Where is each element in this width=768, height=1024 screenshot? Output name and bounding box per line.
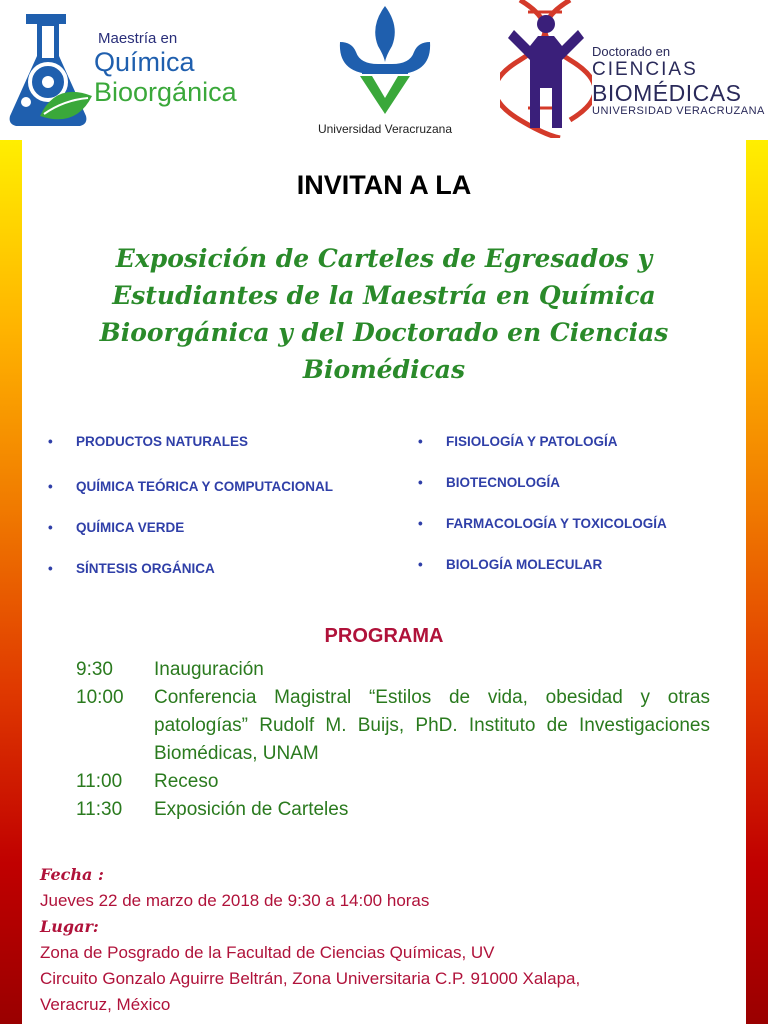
event-details [40, 862, 720, 1018]
date-value: Jueves 22 de marzo de 2018 de 9:30 a 14:00 horas [40, 891, 430, 910]
dcb-logo [500, 0, 768, 138]
uv-name: Universidad Veracruzana [317, 122, 453, 136]
bullet-icon: • [48, 520, 53, 535]
program-title: PROGRAMA [324, 625, 444, 647]
topic-item [418, 434, 618, 449]
left-gradient-border [0, 135, 22, 1024]
dcb-line2: CIENCIAS [592, 59, 698, 80]
mqb-line2: Química [94, 47, 195, 77]
topic-item [418, 475, 560, 490]
right-gradient-border [746, 135, 768, 1024]
topic-item [48, 520, 184, 535]
bullet-icon: • [418, 557, 423, 572]
place-line-2: Circuito Gonzalo Aguirre Beltrán, Zona Universitaria C.P. 91000 Xalapa, [40, 969, 581, 988]
program-time: 11:00 [76, 771, 123, 792]
topic-item [48, 561, 215, 576]
program-description: Receso [154, 771, 219, 792]
program-time: 11:30 [76, 799, 123, 820]
dcb-line3: BIOMÉDICAS [592, 80, 742, 106]
dcb-line1: Doctorado en [592, 44, 671, 59]
dcb-line4: UNIVERSIDAD VERACRUZANA [592, 105, 765, 117]
program-row [76, 656, 710, 684]
program-row [76, 684, 710, 768]
mqb-line1: Maestría en [98, 30, 178, 47]
program-row [76, 768, 710, 796]
bullet-icon: • [418, 434, 423, 449]
mqb-line3: Bioorgánica [94, 77, 237, 107]
mqb-logo [4, 4, 304, 134]
program-description: Inauguración [154, 659, 264, 680]
invitation-heading: INVITAN A LA [296, 170, 472, 200]
topic-label: BIOLOGÍA MOLECULAR [446, 557, 603, 572]
program-time: 10:00 [76, 687, 124, 708]
topic-label: QUÍMICA VERDE [76, 520, 185, 535]
bullet-icon: • [48, 479, 53, 494]
program-list [76, 656, 710, 824]
program-description: Exposición de Carteles [154, 799, 349, 820]
bullet-icon: • [418, 516, 423, 531]
bullet-icon: • [48, 434, 53, 449]
program-time: 9:30 [76, 659, 113, 680]
dna-helix-icon [500, 0, 592, 138]
topic-label: BIOTECNOLOGÍA [446, 475, 560, 490]
topic-label: FISIOLOGÍA Y PATOLOGÍA [446, 434, 618, 449]
program-row [76, 796, 710, 824]
bullet-icon: • [418, 475, 423, 490]
topic-label: QUÍMICA TEÓRICA Y COMPUTACIONAL [76, 479, 334, 494]
uv-flor-de-lis-icon [300, 2, 470, 120]
topic-label: PRODUCTOS NATURALES [76, 434, 249, 449]
header [0, 0, 768, 140]
uv-logo [300, 2, 470, 138]
topic-item [418, 557, 602, 572]
program-description: Conferencia Magistral “Estilos de vida, obesidad y otras patologías” Rudolf M. Buijs, PhD. Instituto de Investigaciones Biomédicas, UNAM [154, 687, 710, 764]
topic-label: FARMACOLOGÍA Y TOXICOLOGÍA [446, 516, 667, 531]
topic-label: SÍNTESIS ORGÁNICA [76, 561, 215, 576]
topic-item [48, 479, 333, 494]
place-label: Lugar: [40, 917, 99, 936]
topic-item [418, 516, 667, 531]
event-title: Exposición de Carteles de Egresados y Estudiantes de la Maestría en Química Bioorgánica y del Doctorado en Ciencias Biomédicas [99, 244, 669, 384]
bullet-icon: • [48, 561, 53, 576]
place-line-1: Zona de Posgrado de la Facultad de Ciencias Químicas, UV [40, 943, 495, 962]
date-label: Fecha : [40, 865, 104, 884]
place-line-3: Veracruz, México [40, 995, 171, 1014]
flask-icon [4, 4, 96, 132]
topic-item [48, 434, 248, 449]
